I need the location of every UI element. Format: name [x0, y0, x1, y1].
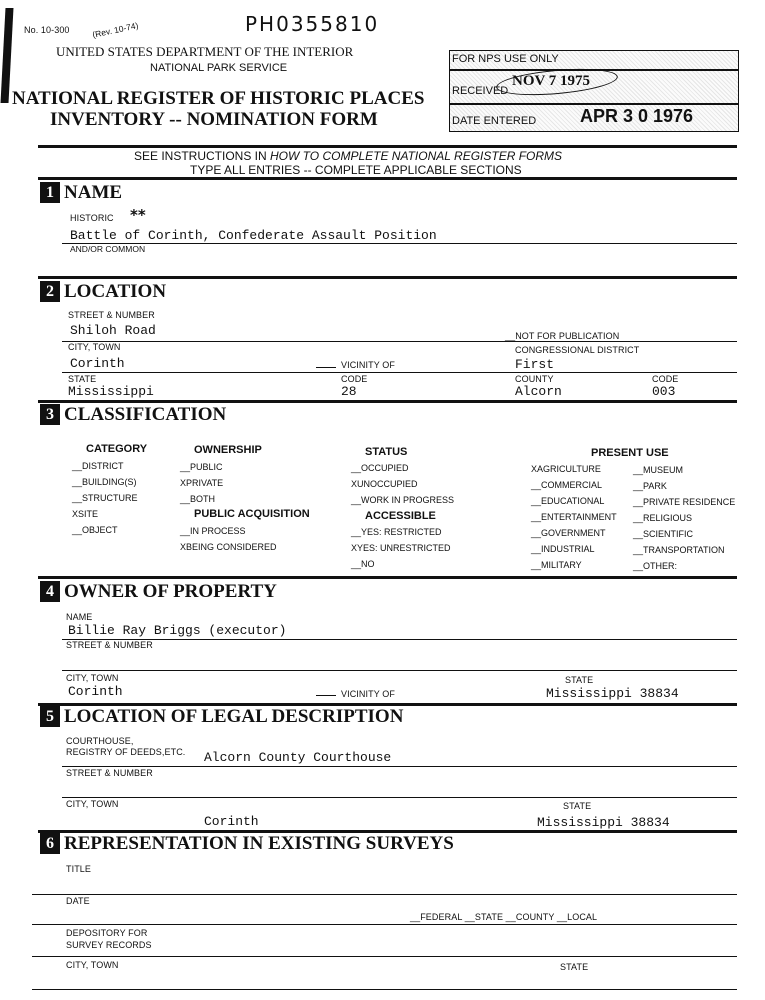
category-2: __STRUCTURE [72, 493, 138, 503]
courthouse-value: Alcorn County Courthouse [204, 750, 392, 765]
county-code-label: CODE [652, 374, 679, 384]
survey-title-label: TITLE [66, 864, 92, 874]
street-value: Shiloh Road [70, 323, 156, 338]
state-code-label: CODE [341, 374, 368, 384]
street-label: STREET & NUMBER [68, 310, 155, 320]
city-value: Corinth [70, 356, 125, 371]
use-right-5: __TRANSPORTATION [633, 545, 725, 555]
ownership-2: __BOTH [180, 494, 216, 504]
category-1: __BUILDING(S) [72, 477, 137, 487]
use-right-4: __SCIENTIFIC [633, 529, 694, 539]
legal-city-label: CITY, TOWN [66, 799, 119, 809]
access-1: XYES: UNRESTRICTED [351, 543, 451, 553]
present-use-heading: PRESENT USE [591, 447, 669, 459]
use-right-0: __MUSEUM [633, 465, 684, 475]
category-3: XSITE [72, 509, 99, 519]
use-right-6: __OTHER: [633, 561, 678, 571]
use-left-2: __EDUCATIONAL [531, 496, 605, 506]
section-4-title: OWNER OF PROPERTY [64, 581, 277, 602]
section-2-number: 2 [40, 281, 60, 302]
owner-vicinity-label: VICINITY OF [341, 689, 395, 699]
section-1-title: NAME [64, 182, 123, 203]
historic-mark: ** [130, 206, 146, 224]
instructions-title: HOW TO COMPLETE NATIONAL REGISTER FORMS [270, 149, 563, 163]
public-acquisition-heading: PUBLIC ACQUISITION [194, 508, 310, 520]
common-label: AND/OR COMMON [70, 244, 146, 254]
state-code-value: 28 [341, 384, 357, 399]
form-revision: (Rev. 10-74) [91, 20, 140, 40]
section-3-title: CLASSIFICATION [64, 404, 227, 425]
section-6-title: REPRESENTATION IN EXISTING SURVEYS [64, 833, 454, 854]
access-0: __YES: RESTRICTED [351, 527, 442, 537]
depository-label-2: SURVEY RECORDS [66, 940, 152, 950]
use-right-3: __RELIGIOUS [633, 513, 693, 523]
form-title-2: INVENTORY -- NOMINATION FORM [50, 109, 378, 130]
category-0: __DISTRICT [72, 461, 124, 471]
owner-state-label: STATE [565, 675, 594, 685]
cong-district-label: CONGRESSIONAL DISTRICT [515, 345, 640, 355]
section-5-title: LOCATION OF LEGAL DESCRIPTION [64, 706, 404, 727]
received-date: NOV 7 1975 [512, 73, 591, 89]
status-0: __OCCUPIED [351, 463, 409, 473]
category-heading: CATEGORY [86, 443, 148, 455]
form-title-1: NATIONAL REGISTER OF HISTORIC PLACES [12, 88, 425, 109]
ownership-heading: OWNERSHIP [194, 444, 262, 456]
county-value: Alcorn [515, 384, 562, 399]
survey-city-label: CITY, TOWN [66, 960, 119, 970]
section-4-heading [40, 581, 277, 603]
use-left-3: __ENTERTAINMENT [531, 512, 617, 522]
survey-date-label: DATE [66, 896, 90, 906]
status-heading: STATUS [365, 446, 408, 458]
historic-label: HISTORIC [70, 213, 114, 223]
status-2: __WORK IN PROGRESS [351, 495, 455, 505]
handwritten-id: PH0355810 [245, 12, 380, 36]
courthouse-label-1: COURTHOUSE, [66, 736, 134, 746]
use-left-5: __INDUSTRIAL [531, 544, 595, 554]
form-number: No. 10-300 [24, 25, 70, 35]
status-1: XUNOCCUPIED [351, 479, 418, 489]
cong-district-value: First [515, 357, 555, 372]
legal-state-label: STATE [563, 801, 592, 811]
department: UNITED STATES DEPARTMENT OF THE INTERIOR [56, 44, 354, 59]
section-6-number: 6 [40, 833, 60, 854]
use-left-1: __COMMERCIAL [531, 480, 603, 490]
nps-use-box [449, 50, 739, 132]
ownership-1: XPRIVATE [180, 478, 224, 488]
legal-state: Mississippi 38834 [537, 815, 670, 830]
use-left-0: XAGRICULTURE [531, 464, 601, 474]
section-1-number: 1 [40, 182, 60, 203]
owner-street-label: STREET & NUMBER [66, 640, 153, 650]
owner-state: Mississippi 38834 [546, 686, 679, 701]
entered-date: APR 3 0 1976 [580, 106, 694, 126]
survey-levels: __FEDERAL __STATE __COUNTY __LOCAL [410, 912, 598, 922]
historic-name: Battle of Corinth, Confederate Assault Position [70, 228, 437, 243]
accessible-heading: ACCESSIBLE [365, 510, 436, 522]
city-label: CITY, TOWN [68, 342, 121, 352]
section-6-heading [40, 833, 454, 855]
ownership-0: __PUBLIC [180, 462, 223, 472]
received-label: RECEIVED [452, 85, 509, 97]
survey-state-label: STATE [560, 962, 589, 972]
section-2-heading [40, 281, 166, 303]
access-2: __NO [351, 559, 375, 569]
instructions-line-2: TYPE ALL ENTRIES -- COMPLETE APPLICABLE SECTIONS [190, 163, 522, 177]
nps-label: FOR NPS USE ONLY [452, 53, 559, 65]
courthouse-label-2: REGISTRY OF DEEDS,ETC. [66, 747, 186, 757]
section-2-title: LOCATION [64, 281, 167, 302]
owner-name: Billie Ray Briggs (executor) [68, 623, 287, 638]
category-4: __OBJECT [72, 525, 118, 535]
use-left-4: __GOVERNMENT [531, 528, 606, 538]
legal-street-label: STREET & NUMBER [66, 768, 153, 778]
use-left-6: __MILITARY [531, 560, 582, 570]
state-label: STATE [68, 374, 97, 384]
not-for-publication: __NOT FOR PUBLICATION [505, 331, 620, 341]
entered-label: DATE ENTERED [452, 115, 537, 127]
use-right-2: __PRIVATE RESIDENCE [633, 497, 736, 507]
section-4-number: 4 [40, 581, 60, 602]
county-label: COUNTY [515, 374, 554, 384]
instructions-line-1 [134, 149, 562, 163]
owner-name-label: NAME [66, 612, 93, 622]
service: NATIONAL PARK SERVICE [150, 62, 288, 74]
state-value: Mississippi [68, 384, 154, 399]
instructions-prefix: SEE INSTRUCTIONS IN [134, 149, 271, 163]
owner-city: Corinth [68, 684, 123, 699]
county-code-value: 003 [652, 384, 676, 399]
section-1-heading [40, 182, 122, 204]
vicinity-label: VICINITY OF [341, 360, 395, 370]
section-5-heading [40, 706, 403, 728]
depository-label-1: DEPOSITORY FOR [66, 928, 148, 938]
section-3-number: 3 [40, 404, 60, 425]
section-5-number: 5 [40, 706, 60, 727]
acquisition-0: __IN PROCESS [180, 526, 246, 536]
acquisition-1: XBEING CONSIDERED [180, 542, 277, 552]
use-right-1: __PARK [633, 481, 667, 491]
legal-city: Corinth [204, 814, 259, 829]
owner-city-label: CITY, TOWN [66, 673, 119, 683]
section-3-heading [40, 404, 226, 426]
